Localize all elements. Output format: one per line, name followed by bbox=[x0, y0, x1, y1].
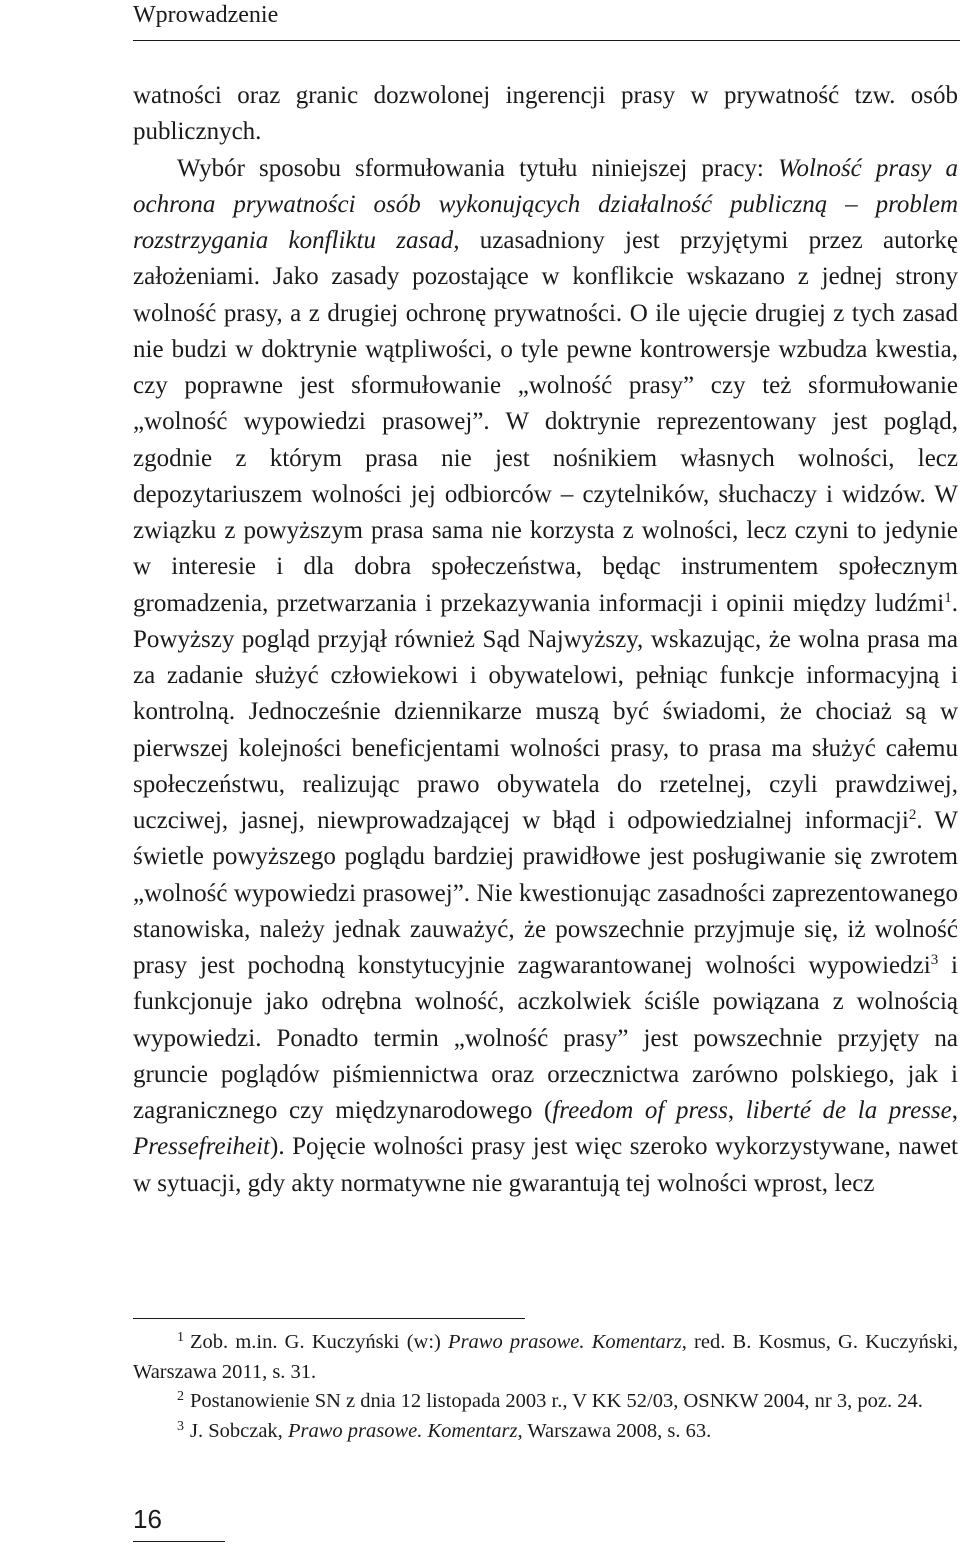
main-text bbox=[133, 78, 958, 1202]
text-run: uzasadniony jest przyjętymi przez autorkę założeniami. Jako zasady pozostające w konflikcie wskazano z jednej strony wolność prasy, a z drugiej ochronę prywatności. O ile ujęcie drugiej z tych zasad nie budzi w doktrynie wątpliwości, o tyle pewne kontrowersje wzbudza kwestia, czy poprawne jest sformułowanie „wolność prasy” czy też sformułowanie „wolność wypowiedzi prasowej”. W doktrynie reprezentowany jest pogląd, zgodnie z którym prasa nie jest nośnikiem własnych wolności, lecz depozytariuszem wolności jej odbiorców – czytelników, słuchaczy i widzów. W związku z powyższym prasa sama nie korzysta z wolności, lecz czyni to jedynie w interesie i dla dobra społeczeństwa, będąc instrumentem społecznym gromadzenia, przetwarzania i przekazywania informacji i opinii między ludźmi bbox=[133, 227, 959, 617]
footer-rule bbox=[133, 1541, 225, 1542]
footnote-mark: 2 bbox=[177, 1389, 184, 1404]
footnote-italic-title: Prawo prasowe. Komentarz bbox=[448, 1331, 682, 1353]
footnote-mark: 1 bbox=[177, 1330, 184, 1345]
header-rule bbox=[133, 40, 960, 41]
footnote-text: Zob. m.in. G. Kuczyński (w:) bbox=[190, 1331, 449, 1353]
text-run: Wybór sposobu sformułowania tytułu niniejszej pracy: bbox=[177, 154, 778, 182]
footnote-text: J. Sobczak, bbox=[190, 1419, 288, 1442]
footnote-1 bbox=[133, 1328, 958, 1387]
footnote-ref-2[interactable]: 2 bbox=[908, 807, 917, 823]
footnote-text: , red. B. Kosmus, G. Kuczyński, Warszawa 2011, s. 31. bbox=[133, 1331, 958, 1383]
running-header-title: Wprowadzenie bbox=[133, 2, 279, 28]
work-title-italic: Wolność prasy a ochrona prywatności osób wykonujących działalność publiczną – problem rozstrzygania konfliktu zasad, bbox=[133, 154, 958, 254]
paragraph-continuation: watności oraz granic dozwolonej ingerencji prasy w prywatność tzw. osób publicznych. bbox=[133, 82, 958, 146]
separator: , bbox=[951, 1097, 958, 1124]
footnote-text: , Warszawa 2008, s. 63. bbox=[517, 1419, 712, 1442]
text-run: i funkcjonuje jako odrębna wolność, aczkolwiek ściśle powiązana z wolnością wypowiedzi. Ponadto termin „wolność prasy” jest powszechnie przyjęty na gruncie poglądów piśmiennictwa oraz orzecznictwa zarówno polskiego, jak i zagranicznego czy międzynarodowego ( bbox=[133, 952, 958, 1124]
term-english: freedom of press bbox=[552, 1097, 728, 1124]
footnote-ref-3[interactable]: 3 bbox=[930, 952, 939, 968]
footnote-text: Postanowienie SN z dnia 12 listopada 2003 r., V KK 52/03, OSNKW 2004, nr 3, poz. 24. bbox=[190, 1390, 923, 1412]
footnote-3 bbox=[133, 1417, 958, 1447]
footnote-italic-title: Prawo prasowe. Komentarz bbox=[287, 1419, 518, 1442]
term-german: Pressefreiheit bbox=[133, 1133, 270, 1161]
footnotes bbox=[133, 1328, 958, 1446]
text-run: . Powyższy pogląd przyjął również Sąd Najwyższy, wskazując, że wolna prasa ma za zadanie służyć człowiekowi i obywatelowi, pełniąc funkcje informacyjną i kontrolną. Jednocześnie dziennikarze muszą być świadomi, że chociaż są w pierwszej kolejności beneficjentami wolności prasy, to prasa ma służyć całemu społeczeństwu, realizując prawo obywatela do rzetelnej, czyli prawdziwej, uczciwej, jasnej, niewprowadzającej w błąd i odpowiedzialnej informacji bbox=[133, 589, 958, 834]
page-number: 16 bbox=[133, 1504, 162, 1534]
separator: , bbox=[727, 1097, 746, 1124]
term-french: liberté de la presse bbox=[745, 1097, 952, 1124]
text-run: . W świetle powyższego poglądu bardziej prawidłowe jest posługiwanie się zwrotem „wolność wypowiedzi prasowej”. Nie kwestionując zasadności zaprezentowanego stanowiska, należy jednak zauważyć, że powszechnie przyjmuje się, iż wolność prasy jest pochodną konstytucyjnie zagwarantowanej wolności wypowiedzi bbox=[133, 807, 958, 979]
footnote-mark: 3 bbox=[177, 1418, 184, 1434]
footnote-separator bbox=[133, 1318, 525, 1319]
footnote-ref-1[interactable]: 1 bbox=[944, 589, 952, 606]
footnote-2 bbox=[133, 1387, 958, 1417]
text-run: ). Pojęcie wolności prasy jest więc szeroko wykorzystywane, nawet w sytuacji, gdy akty normatywne nie gwarantują tej wolności wprost, lecz bbox=[133, 1133, 958, 1197]
paragraph-title-choice bbox=[133, 151, 958, 1202]
